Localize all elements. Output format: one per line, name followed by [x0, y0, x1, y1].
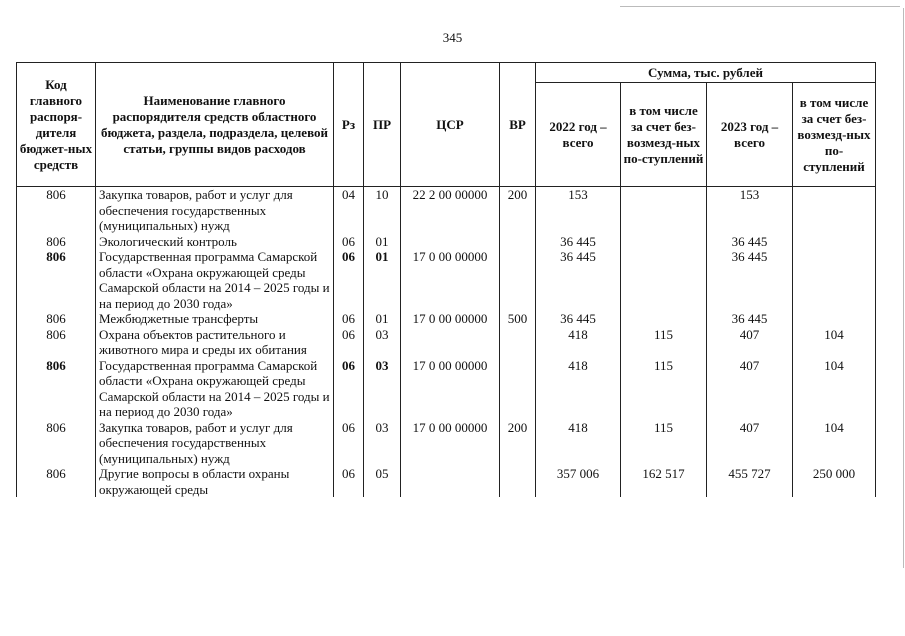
header-code: Код главного распоря-дителя бюджет-ных средств [17, 63, 96, 187]
table-row [17, 420, 876, 467]
vr-cell [500, 358, 536, 420]
y2023-total-cell: 36 445 [707, 234, 793, 250]
y2023-free-cell [793, 249, 876, 311]
name-cell: Государственная программа Самарской области «Охрана окружающей среды Самарской области на 2014 – 2025 годы и на период до 2030 года» [96, 358, 334, 420]
code-cell: 806 [17, 249, 96, 311]
y2022-free-cell [621, 249, 707, 311]
rz-cell: 04 [334, 187, 364, 234]
rz-cell: 06 [334, 358, 364, 420]
pr-cell: 01 [364, 234, 401, 250]
code-cell: 806 [17, 187, 96, 234]
y2023-total-cell: 36 445 [707, 311, 793, 327]
name-cell: Государственная программа Самарской области «Охрана окружающей среды Самарской области на 2014 – 2025 годы и на период до 2030 года» [96, 249, 334, 311]
name-cell: Другие вопросы в области охраны окружающей среды [96, 466, 334, 497]
y2022-free-cell [621, 311, 707, 327]
code-cell: 806 [17, 311, 96, 327]
budget-table [16, 62, 876, 497]
vr-cell: 200 [500, 420, 536, 467]
vr-cell: 500 [500, 311, 536, 327]
code-cell: 806 [17, 358, 96, 420]
y2022-total-cell: 36 445 [536, 249, 621, 311]
code-cell: 806 [17, 466, 96, 497]
y2023-free-cell [793, 187, 876, 234]
y2023-free-cell: 250 000 [793, 466, 876, 497]
header-2023-free: в том числе за счет без-возмезд-ных по-ступлений [793, 83, 876, 187]
y2022-total-cell: 418 [536, 358, 621, 420]
rz-cell: 06 [334, 311, 364, 327]
rz-cell: 06 [334, 420, 364, 467]
pr-cell: 05 [364, 466, 401, 497]
code-cell: 806 [17, 327, 96, 358]
y2023-free-cell [793, 234, 876, 250]
y2023-total-cell: 455 727 [707, 466, 793, 497]
pr-cell: 01 [364, 311, 401, 327]
header-vr: ВР [500, 63, 536, 187]
y2022-total-cell: 357 006 [536, 466, 621, 497]
header-2023-total: 2023 год – всего [707, 83, 793, 187]
vr-cell: 200 [500, 187, 536, 234]
table-row [17, 311, 876, 327]
y2022-free-cell: 115 [621, 420, 707, 467]
y2022-total-cell: 36 445 [536, 234, 621, 250]
table-header [17, 63, 876, 187]
header-rz: Рз [334, 63, 364, 187]
y2023-free-cell: 104 [793, 420, 876, 467]
header-name: Наименование главного распорядителя средств областного бюджета, раздела, подраздела, целевой статьи, группы видов расходов [96, 63, 334, 187]
table-row [17, 327, 876, 358]
y2022-total-cell: 418 [536, 327, 621, 358]
rz-cell: 06 [334, 466, 364, 497]
pr-cell: 03 [364, 420, 401, 467]
rz-cell: 06 [334, 249, 364, 311]
name-cell: Экологический контроль [96, 234, 334, 250]
code-cell: 806 [17, 234, 96, 250]
y2023-free-cell: 104 [793, 327, 876, 358]
csr-cell [401, 466, 500, 497]
vr-cell [500, 249, 536, 311]
csr-cell: 17 0 00 00000 [401, 311, 500, 327]
name-cell: Охрана объектов растительного и животного мира и среды их обитания [96, 327, 334, 358]
name-cell: Закупка товаров, работ и услуг для обеспечения государственных (муниципальных) нужд [96, 420, 334, 467]
pr-cell: 10 [364, 187, 401, 234]
csr-cell: 17 0 00 00000 [401, 420, 500, 467]
header-pr: ПР [364, 63, 401, 187]
csr-cell: 17 0 00 00000 [401, 358, 500, 420]
table-row [17, 466, 876, 497]
table-row [17, 358, 876, 420]
page-edge-right [903, 8, 904, 568]
table-body [17, 187, 876, 498]
table-row [17, 249, 876, 311]
code-cell: 806 [17, 420, 96, 467]
vr-cell [500, 466, 536, 497]
y2023-total-cell: 407 [707, 358, 793, 420]
page-number: 345 [442, 30, 463, 45]
vr-cell [500, 234, 536, 250]
header-csr: ЦСР [401, 63, 500, 187]
y2022-total-cell: 153 [536, 187, 621, 234]
y2022-free-cell [621, 187, 707, 234]
table-row [17, 187, 876, 234]
rz-cell: 06 [334, 327, 364, 358]
y2023-total-cell: 407 [707, 327, 793, 358]
table-row [17, 234, 876, 250]
y2022-free-cell: 115 [621, 358, 707, 420]
csr-cell: 17 0 00 00000 [401, 249, 500, 311]
y2022-total-cell: 36 445 [536, 311, 621, 327]
name-cell: Закупка товаров, работ и услуг для обеспечения государственных (муниципальных) нужд [96, 187, 334, 234]
y2023-total-cell: 153 [707, 187, 793, 234]
header-2022-free: в том числе за счет без-возмезд-ных по-ступлений [621, 83, 707, 187]
header-2022-total: 2022 год – всего [536, 83, 621, 187]
header-sum-group: Сумма, тыс. рублей [536, 63, 876, 83]
name-cell: Межбюджетные трансферты [96, 311, 334, 327]
pr-cell: 01 [364, 249, 401, 311]
y2023-free-cell [793, 311, 876, 327]
y2023-total-cell: 36 445 [707, 249, 793, 311]
csr-cell [401, 327, 500, 358]
y2023-free-cell: 104 [793, 358, 876, 420]
y2023-total-cell: 407 [707, 420, 793, 467]
page-edge-top [620, 6, 900, 7]
y2022-total-cell: 418 [536, 420, 621, 467]
csr-cell [401, 234, 500, 250]
y2022-free-cell: 115 [621, 327, 707, 358]
vr-cell [500, 327, 536, 358]
pr-cell: 03 [364, 327, 401, 358]
y2022-free-cell: 162 517 [621, 466, 707, 497]
rz-cell: 06 [334, 234, 364, 250]
csr-cell: 22 2 00 00000 [401, 187, 500, 234]
pr-cell: 03 [364, 358, 401, 420]
y2022-free-cell [621, 234, 707, 250]
